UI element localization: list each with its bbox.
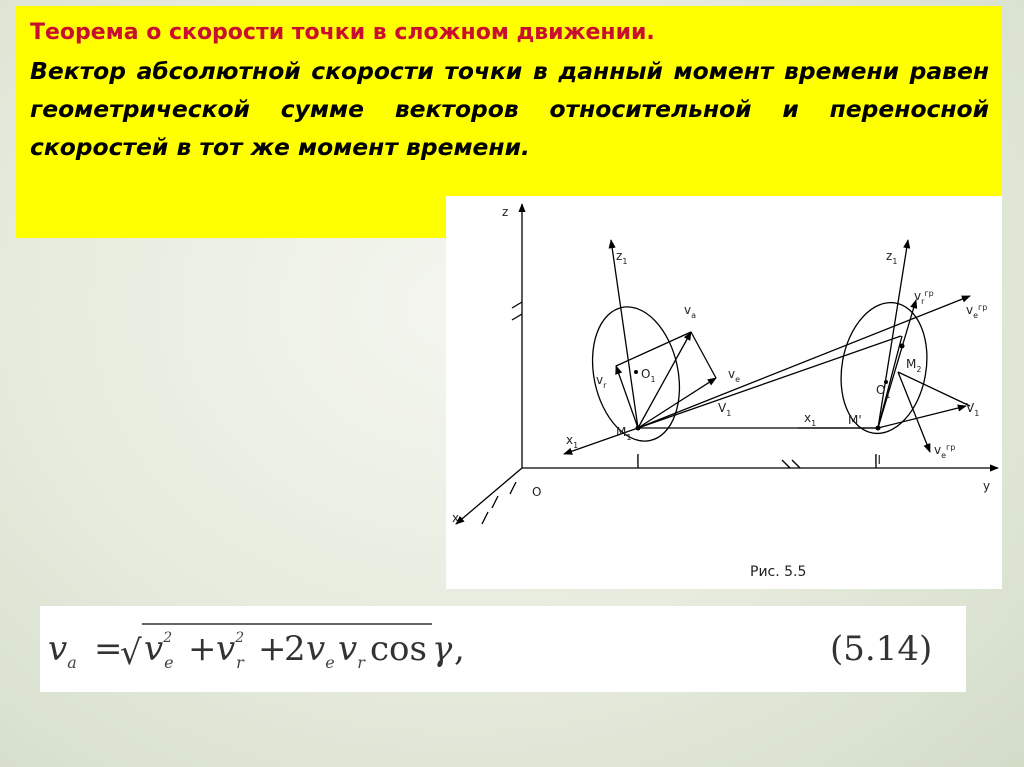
- label-m1: $M_1$: [616, 425, 632, 442]
- kinematics-diagram: [446, 196, 1002, 589]
- slide-title: Теорема о скорости точки в сложном движении.: [30, 20, 655, 45]
- label-o1-b: $O_1$: [876, 383, 891, 400]
- label-m2: $M_2$: [906, 357, 922, 374]
- formula-v2: $v_r$: [338, 629, 365, 672]
- label-y: y: [983, 479, 991, 493]
- theorem-text: Вектор абсолютной скорости точки в данный момент времени равен геометрической сумме векторов относительной и переносной скоростей в тот же момент времени.: [30, 57, 989, 161]
- formula-gamma: γ: [432, 629, 453, 669]
- label-ve-gr-top: $v_e^{гр}$: [966, 303, 988, 320]
- label-z: z: [502, 205, 509, 219]
- formula-term2: $v^2$ r: [216, 629, 245, 672]
- label-ve: $v_e$: [728, 367, 741, 384]
- label-o1-a: $O_1$: [641, 367, 656, 384]
- x-axis: [456, 468, 522, 524]
- formula-sqrt: √: [120, 633, 142, 673]
- formula-panel: [40, 606, 966, 692]
- formula-v1: $v_e$: [306, 629, 335, 672]
- formula-plus2: +: [258, 629, 287, 669]
- formula-comma: ,: [454, 629, 465, 669]
- label-x: x: [452, 511, 460, 525]
- figure-caption: Рис. 5.5: [750, 564, 807, 580]
- formula-cos: cos: [370, 629, 427, 669]
- label-pos2: II: [874, 453, 882, 467]
- formula-term1: $v^2$ e: [144, 629, 174, 672]
- formula-plus1: +: [188, 629, 217, 669]
- label-x1-a: $x_1$: [566, 433, 579, 450]
- formula-5-14: [40, 606, 966, 692]
- label-vr-gr: $v_r^{гр}$: [914, 289, 934, 306]
- label-z1-b: $z_1$: [886, 249, 898, 266]
- label-x1-b: $x_1$: [804, 411, 817, 428]
- formula-number: (5.14): [830, 629, 933, 669]
- label-m-prime: M': [848, 413, 862, 427]
- label-v1-a: $V_1$: [718, 401, 732, 418]
- label-v1-b: $V_1$: [966, 401, 980, 418]
- label-z1-a: $z_1$: [616, 249, 628, 266]
- formula-coef: 2: [284, 629, 306, 669]
- label-ve-gr-bottom: $v_e^{гр}$: [934, 443, 956, 460]
- label-va: $v_a$: [684, 303, 697, 320]
- figure-panel: [446, 196, 1002, 589]
- label-pos1: I: [636, 453, 640, 467]
- label-vr: $v_r$: [596, 373, 607, 390]
- formula-equals: =: [94, 629, 123, 669]
- label-o: O: [532, 485, 542, 499]
- formula-lhs: $v_a$: [48, 629, 77, 672]
